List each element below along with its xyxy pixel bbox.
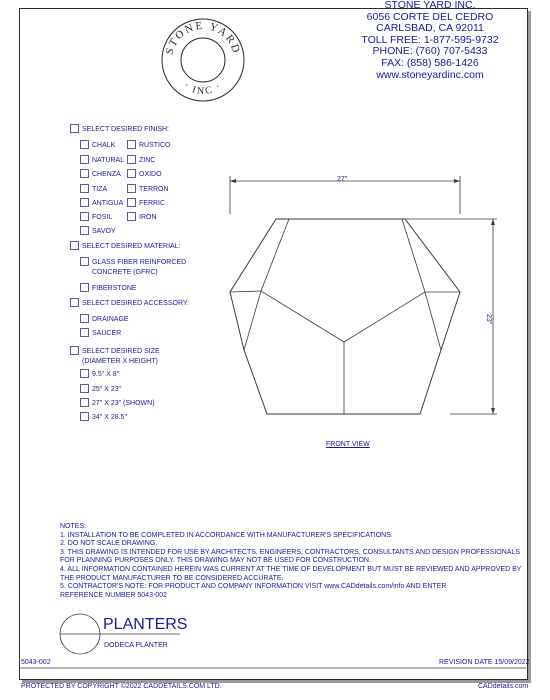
drawing-subtitle: DODECA PLANTER: [104, 642, 168, 649]
note-line: 5. CONTRACTOR'S NOTE: FOR PRODUCT AND COMPANY INFORMATION VISIT www.CADdetails.com/info AND ENTER: [60, 583, 447, 591]
note-line: FOR PLANNING PURPOSES ONLY. THIS DRAWING MAY NOT BE USED FOR CONSTRUCTION.: [60, 557, 371, 565]
finish-option-fosil[interactable]: FOSIL: [80, 212, 112, 221]
finish-option-chalk[interactable]: CHALK: [80, 140, 115, 149]
svg-text:· INC ·: · INC ·: [181, 80, 225, 98]
drawing-title: PLANTERS: [103, 616, 188, 633]
size-heading[interactable]: SELECT DESIRED SIZE (DIAMETER X HEIGHT): [70, 346, 160, 366]
revision-date: REVISION DATE 15/09/2022: [439, 659, 530, 666]
size-option-27[interactable]: 27" X 23" (SHOWN): [80, 398, 155, 407]
material-option-fiberstone[interactable]: FIBERSTONE: [80, 283, 137, 292]
planter-outline: [230, 219, 460, 414]
finish-option-zinc[interactable]: ZINC: [127, 155, 155, 164]
planter-facet-edge: [230, 291, 261, 292]
notes-block: [60, 523, 521, 600]
note-line: 4. ALL INFORMATION CONTAINED HEREIN WAS CURRENT AT THE TIME OF DEVELOPMENT BUT MUST BE REVIEWED AND APPROVED BY: [60, 565, 522, 573]
note-line: REFERENCE NUMBER 5043-002: [60, 591, 167, 599]
finish-option-terron[interactable]: TERRON: [127, 184, 169, 193]
company-address2: CARLSBAD, CA 92011: [376, 22, 484, 35]
accessory-option-drainage[interactable]: DRAINAGE: [80, 314, 129, 323]
planter-facet-edge: [244, 291, 261, 350]
note-line: THE PRODUCT MANUFACTURER TO BE CONSIDERED ACCURATE.: [60, 574, 284, 582]
finish-option-ferric[interactable]: FERRIC: [127, 198, 165, 207]
note-line: 3. THIS DRAWING IS INTENDED FOR USE BY ARCHITECTS, ENGINEERS, CONTRACTORS, CONSULTANTS AND DESIGN PROFESSIONALS: [60, 548, 520, 556]
size-option-34[interactable]: 34" X 28.5": [80, 412, 127, 421]
finish-option-chenza[interactable]: CHENZA: [80, 169, 121, 178]
reference-number: 5043-002: [21, 659, 51, 666]
finish-option-oxido[interactable]: OXIDO: [127, 169, 162, 178]
material-option-gfrc[interactable]: GLASS FIBER REINFORCED CONCRETE (GFRC): [80, 257, 186, 277]
material-heading[interactable]: SELECT DESIRED MATERIAL:: [70, 241, 181, 250]
finish-option-antigua[interactable]: ANTIGUA: [80, 198, 123, 207]
height-dimension-label: 23": [485, 314, 492, 325]
company-phone: PHONE: (760) 707-5433: [372, 45, 488, 58]
company-fax: FAX: (858) 586-1426: [381, 56, 479, 69]
note-line: 2. DO NOT SCALE DRAWING.: [60, 540, 158, 548]
finish-option-iron[interactable]: IRON: [127, 212, 157, 221]
notes-heading: NOTES:: [60, 523, 87, 530]
company-address1: 6056 CORTE DEL CEDRO: [366, 10, 494, 23]
planter-facet-edge: [425, 292, 441, 350]
company-website: www.stoneyardinc.com: [376, 68, 484, 81]
width-dimension-label: 27": [337, 176, 348, 183]
accessory-heading[interactable]: SELECT DESIRED ACCESSORY:: [70, 298, 189, 307]
copyright-notice: PROTECTED BY COPYRIGHT ©2022 CADDETAILS.COM LTD.: [21, 683, 222, 690]
finish-option-rustico[interactable]: RUSTICO: [127, 140, 171, 149]
finish-option-savoy[interactable]: SAVOY: [80, 226, 116, 235]
view-label: FRONT VIEW: [326, 441, 370, 448]
company-name: STONE YARD INC.: [384, 0, 476, 11]
size-option-25[interactable]: 25" X 23": [80, 384, 121, 393]
accessory-option-saucer[interactable]: SAUCER: [80, 328, 121, 337]
company-tollfree: TOLL FREE: 1-877-595-9732: [361, 33, 499, 46]
finish-option-natural[interactable]: NATURAL: [80, 155, 124, 164]
planter-facet-upper: [261, 219, 425, 342]
finish-heading[interactable]: SELECT DESIRED FINISH:: [70, 124, 169, 133]
note-line: 1. INSTALLATION TO BE COMPLETED IN ACCORDANCE WITH MANUFACTURER'S SPECIFICATIONS.: [60, 531, 393, 539]
caddetails-link[interactable]: CADdetails.com: [478, 683, 529, 690]
size-option-9-5[interactable]: 9.5" X 8": [80, 369, 119, 378]
svg-text:STONE YARD: STONE YARD: [163, 19, 243, 57]
finish-option-tiza[interactable]: TIZA: [80, 184, 107, 193]
